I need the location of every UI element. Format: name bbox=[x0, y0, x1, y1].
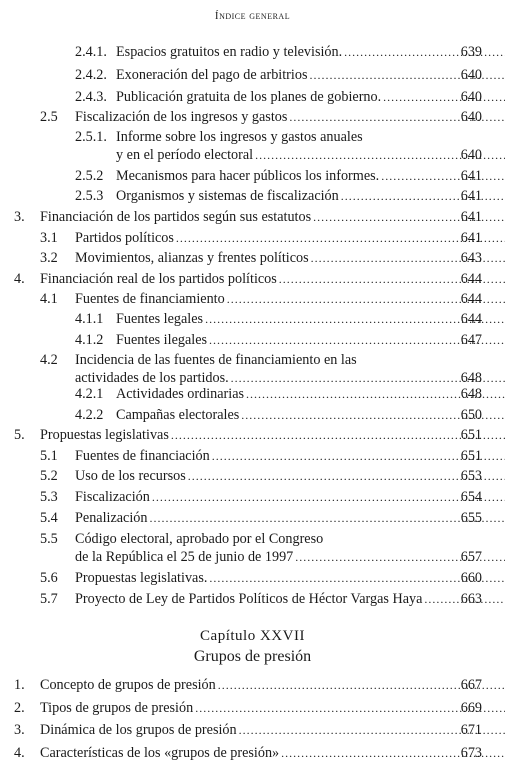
page-number: 651 bbox=[460, 427, 482, 443]
entry-title-line: Propuestas legislativas bbox=[40, 427, 169, 443]
entry-title bbox=[116, 406, 444, 424]
entry-title bbox=[116, 310, 444, 328]
entry-title-line: Movimientos, alianzas y frentes políticos bbox=[75, 250, 309, 266]
entry-title bbox=[116, 128, 444, 164]
entry-title bbox=[116, 167, 444, 185]
entry-title-line: Características de los «grupos de presión» bbox=[40, 745, 280, 761]
page-number: 640 bbox=[460, 67, 482, 83]
entry-title-line: y en el período electoral bbox=[116, 147, 254, 163]
entry-title bbox=[40, 699, 444, 717]
page-number: 641 bbox=[460, 188, 482, 204]
entry-title-line: Concepto de grupos de presión bbox=[40, 677, 216, 693]
entry-number: 5.1 bbox=[40, 448, 58, 464]
entry-title bbox=[75, 569, 444, 587]
page-number: 640 bbox=[460, 147, 482, 163]
entry-title bbox=[75, 447, 444, 465]
entry-title bbox=[116, 187, 444, 205]
entry-title-line: Fuentes legales bbox=[116, 311, 204, 327]
entry-number: 3. bbox=[14, 209, 25, 225]
entry-number: 2.5.1. bbox=[75, 129, 107, 145]
entry-number: 4. bbox=[14, 271, 25, 287]
entry-number: 3. bbox=[14, 722, 25, 738]
entry-title bbox=[75, 249, 444, 267]
entry-number: 2.4.1. bbox=[75, 44, 107, 60]
entry-number: 2.4.2. bbox=[75, 67, 107, 83]
entry-title-line: Fiscalización de los ingresos y gastos bbox=[75, 109, 288, 125]
entry-title bbox=[75, 488, 444, 506]
entry-title bbox=[116, 331, 444, 349]
entry-number: 2.5.3 bbox=[75, 188, 104, 204]
entry-number: 1. bbox=[14, 677, 25, 693]
entry-title bbox=[116, 385, 444, 403]
entry-number: 5.5 bbox=[40, 531, 58, 547]
entry-title-line: de la República el 25 de junio de 1997 bbox=[75, 549, 294, 565]
entry-title-line: Penalización bbox=[75, 510, 148, 526]
entry-title-line: Organismos y sistemas de fiscalización bbox=[116, 188, 339, 204]
entry-number: 4.2 bbox=[40, 352, 58, 368]
entry-title bbox=[40, 676, 444, 694]
page-number: 644 bbox=[460, 271, 482, 287]
page-number: 650 bbox=[460, 407, 482, 423]
entry-title bbox=[116, 43, 444, 61]
entry-title-line: Actividades ordinarias bbox=[116, 386, 245, 402]
dot-leader bbox=[383, 90, 505, 104]
entry-title bbox=[75, 290, 444, 308]
entry-title-line: Publicación gratuita de los planes de gobierno. bbox=[116, 89, 382, 105]
page-number: 671 bbox=[460, 722, 482, 738]
entry-title-line: Espacios gratuitos en radio y televisión. bbox=[116, 44, 343, 60]
entry-number: 4. bbox=[14, 745, 25, 761]
page-number: 640 bbox=[460, 89, 482, 105]
page-number: 660 bbox=[460, 570, 482, 586]
entry-title bbox=[75, 467, 444, 485]
entry-title-line: Financiación real de los partidos políticos bbox=[40, 271, 277, 287]
entry-title-line: Mecanismos para hacer públicos los informes. bbox=[116, 168, 380, 184]
page-number: 653 bbox=[460, 468, 482, 484]
page-number: 643 bbox=[460, 250, 482, 266]
entry-title bbox=[75, 530, 444, 566]
chapter-title: Grupos de presión bbox=[193, 648, 312, 665]
entry-number: 5. bbox=[14, 427, 25, 443]
page-number: 648 bbox=[460, 386, 482, 402]
entry-title-line: Financiación de los partidos según sus estatutos bbox=[40, 209, 312, 225]
page-number: 657 bbox=[460, 549, 482, 565]
page-number: 641 bbox=[460, 209, 482, 225]
entry-title-line: Exoneración del pago de arbitrios bbox=[116, 67, 308, 83]
entry-title bbox=[40, 426, 444, 444]
entry-title-line: Dinámica de los grupos de presión bbox=[40, 722, 237, 738]
entry-title-line: Fiscalización bbox=[75, 489, 150, 505]
entry-number: 4.2.1 bbox=[75, 386, 104, 402]
page-number: 673 bbox=[460, 745, 482, 761]
entry-number: 2.4.3. bbox=[75, 89, 107, 105]
entry-title-line: Campañas electorales bbox=[116, 407, 240, 423]
entry-title-line: Propuestas legislativas. bbox=[75, 570, 208, 586]
entry-title bbox=[75, 351, 444, 387]
entry-title bbox=[40, 270, 444, 288]
entry-title-line: Uso de los recursos bbox=[75, 468, 186, 484]
page-number: 644 bbox=[460, 291, 482, 307]
page-number: 654 bbox=[460, 489, 482, 505]
entry-number: 5.4 bbox=[40, 510, 58, 526]
entry-title bbox=[75, 509, 444, 527]
entry-number: 4.2.2 bbox=[75, 407, 104, 423]
page-number: 640 bbox=[460, 109, 482, 125]
entry-number: 2. bbox=[14, 700, 25, 716]
entry-title-line: actividades de los partidos. bbox=[75, 370, 229, 386]
page-number: 651 bbox=[460, 448, 482, 464]
entry-title bbox=[40, 721, 444, 739]
entry-title bbox=[75, 229, 444, 247]
entry-number: 5.7 bbox=[40, 591, 58, 607]
page-number: 641 bbox=[460, 168, 482, 184]
page-number: 663 bbox=[460, 591, 482, 607]
entry-title-line: Fuentes de financiamiento bbox=[75, 291, 225, 307]
entry-number: 3.1 bbox=[40, 230, 58, 246]
page-number: 655 bbox=[460, 510, 482, 526]
dot-leader bbox=[381, 169, 505, 183]
entry-title bbox=[116, 66, 444, 84]
entry-title-line: Incidencia de las fuentes de financiamiento en las bbox=[75, 352, 357, 368]
entry-title-line: Partidos políticos bbox=[75, 230, 174, 246]
entry-title-line: Código electoral, aprobado por el Congreso bbox=[75, 531, 324, 547]
entry-title bbox=[116, 88, 444, 106]
entry-title bbox=[75, 108, 444, 126]
entry-number: 4.1.1 bbox=[75, 311, 104, 327]
entry-title bbox=[40, 744, 444, 762]
page-number: 647 bbox=[460, 332, 482, 348]
entry-number: 5.6 bbox=[40, 570, 58, 586]
page-number: 641 bbox=[460, 230, 482, 246]
entry-number: 2.5 bbox=[40, 109, 58, 125]
entry-number: 4.1.2 bbox=[75, 332, 104, 348]
entry-number: 3.2 bbox=[40, 250, 58, 266]
page-number: 644 bbox=[460, 311, 482, 327]
chapter-label: Capítulo XXVII bbox=[200, 628, 305, 644]
page-number: 639 bbox=[460, 44, 482, 60]
entry-number: 2.5.2 bbox=[75, 168, 104, 184]
entry-title-line: Fuentes ilegales bbox=[116, 332, 208, 348]
entry-title-line: Informe sobre los ingresos y gastos anuales bbox=[116, 129, 363, 145]
page-number: 669 bbox=[460, 700, 482, 716]
page-number: 648 bbox=[460, 370, 482, 386]
entry-number: 5.3 bbox=[40, 489, 58, 505]
entry-number: 4.1 bbox=[40, 291, 58, 307]
entry-number: 5.2 bbox=[40, 468, 58, 484]
running-head: Índice general bbox=[214, 10, 291, 22]
entry-title bbox=[40, 208, 444, 226]
entry-title-line: Tipos de grupos de presión bbox=[40, 700, 194, 716]
page-number: 667 bbox=[460, 677, 482, 693]
entry-title bbox=[75, 590, 444, 608]
entry-title-line: Proyecto de Ley de Partidos Políticos de Héctor Vargas Haya bbox=[75, 591, 423, 607]
entry-title-line: Fuentes de financiación bbox=[75, 448, 210, 464]
